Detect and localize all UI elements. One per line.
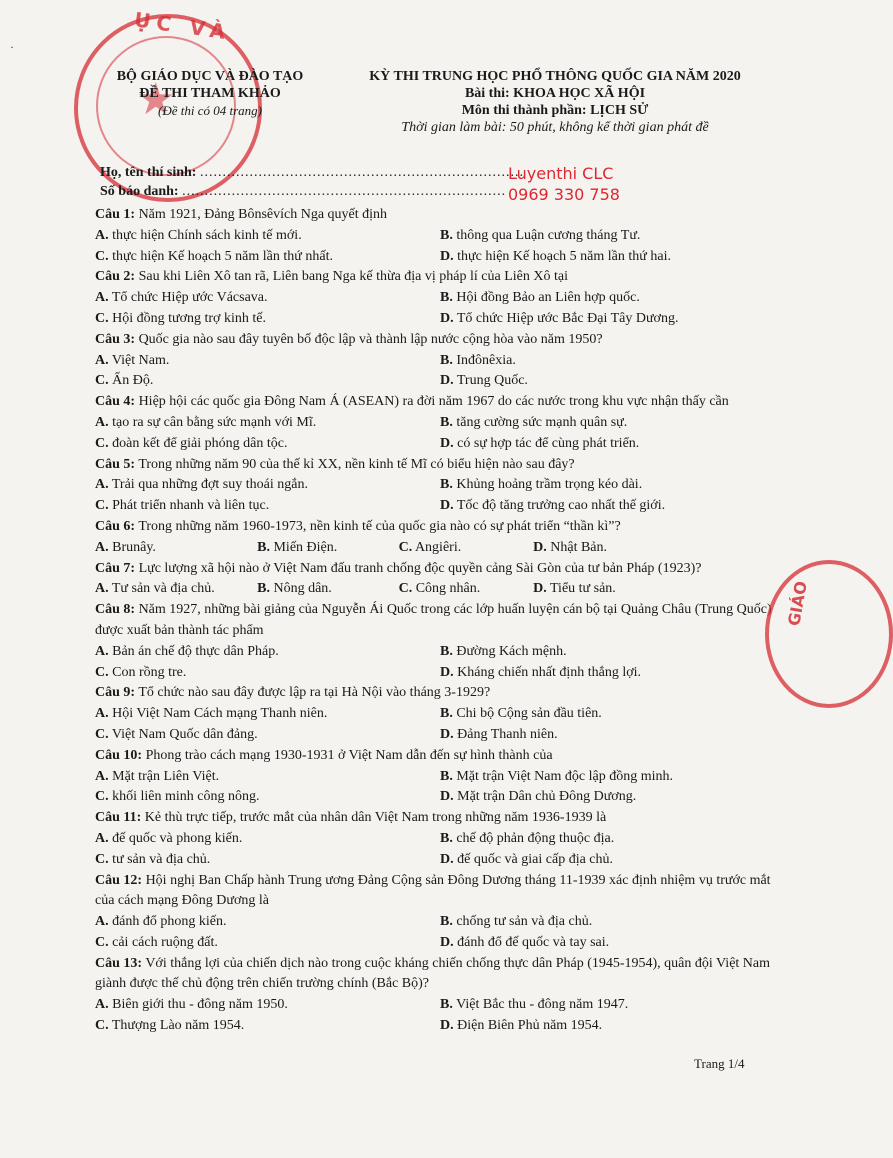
answer-options [95,579,785,600]
option-letter: B. [440,352,453,368]
scan-mark: · [10,40,14,54]
option-text: Việt Nam Quốc dân đảng. [111,726,258,742]
question-stem [95,267,785,288]
question-number: Câu 3: [95,331,136,347]
brand-watermark [508,163,620,205]
answer-option [95,787,440,808]
brand-phone: 0969 330 758 [508,185,620,204]
option-letter: B. [440,768,453,784]
option-letter: C. [95,851,109,867]
answer-option [95,704,440,725]
answer-option [440,434,785,455]
answer-option [95,912,440,933]
question-number: Câu 13: [95,955,143,971]
option-letter: B. [440,997,453,1013]
answer-option [440,787,785,808]
question-stem [95,392,785,413]
answer-option [95,351,440,372]
candidate-name-dots: ........................................................................ [199,165,524,180]
ministry-name: BỘ GIÁO DỤC VÀ ĐÀO TẠO [116,69,304,84]
option-letter: B. [440,477,453,493]
option-text: có sự hợp tác để cùng phát triển. [457,435,640,451]
option-text: Việt Nam. [111,352,170,368]
option-letter: C. [398,539,413,555]
answer-option [95,226,440,247]
answer-option [95,725,440,746]
question-number: Câu 4: [95,394,136,410]
question-stem [95,808,785,829]
question-text: Hội nghị Ban Chấp hành Trung ương Đảng Cộng sản Đông Dương tháng 11-1939 xác định nhiệm vụ trước mắt của cách mạng Đông Dương là [95,872,771,909]
question-stem [95,954,785,996]
option-text: thực hiện Chính sách kinh tế mới. [112,227,302,243]
option-letter: A. [95,643,109,659]
question-text: Năm 1927, những bài giảng của Nguyễn Ái Quốc trong các lớp huấn luyện cán bộ tại Quảng Châu (Trung Quốc) được xuất bản thành tác phẩm [95,602,772,638]
option-letter: D. [440,435,454,451]
question-number: Câu 11: [95,810,142,826]
option-text: Bản án chế độ thực dân Pháp. [112,643,279,659]
question-number: Câu 9: [95,685,136,701]
option-text: khối liên minh công nông. [112,789,260,805]
answer-option [95,247,440,268]
option-text: Tổ chức Hiệp ước Bắc Đại Tây Dương. [456,310,679,326]
question-stem [95,683,785,704]
candidate-id-label: Số báo danh: [100,184,179,199]
option-letter: C. [95,789,109,805]
option-text: Tổ chức Hiệp ước Vácsava. [111,290,268,306]
option-text: Mặt trận Việt Nam độc lập đồng minh. [456,768,673,784]
answer-option [257,538,398,559]
option-letter: D. [440,498,454,514]
option-text: thực hiện Kế hoạch 5 năm lần thứ hai. [457,248,671,264]
question-stem [95,600,785,642]
option-text: Biên giới thu - đông năm 1950. [112,997,288,1013]
answer-options [95,829,785,871]
answer-option [440,912,785,933]
question-text: Với thắng lợi của chiến dịch nào trong cuộc kháng chiến chống thực dân Pháp (1945-1954), quân đội Việt Nam giành được thế chủ động trên chiến trường chính (Bắc Bộ)? [95,955,771,992]
time-note: Thời gian làm bài: 50 phút, không kể thời gian phát đề [401,120,709,135]
answer-options [95,912,785,954]
question-text: Năm 1921, Đảng Bônsêvích Nga quyết định [138,207,388,222]
question-number: Câu 2: [95,269,136,285]
option-letter: C. [95,664,109,680]
answer-option [95,829,440,850]
seal-text: ỤC VÀ [132,7,233,45]
edge-seal-text: GIÁO [784,579,811,628]
question-stem [95,871,785,913]
question-block [95,808,785,870]
question-block [95,205,785,267]
option-letter: B. [440,414,453,430]
answer-option [440,704,785,725]
option-text: Tư sản và địa chủ. [111,581,215,597]
question-text: Trong những năm 1960-1973, nền kinh tế của quốc gia nào có sự phát triển “thần kì”? [138,518,621,534]
option-text: Brunây. [112,539,156,555]
candidate-id-line [100,182,524,201]
question-text: Phong trào cách mạng 1930-1931 ở Việt Nam dẫn đến sự hình thành của [145,747,553,763]
option-text: đế quốc và giai cấp địa chủ. [457,851,614,867]
answer-option [440,725,785,746]
answer-option [440,413,785,434]
option-text: đoàn kết để giải phóng dân tộc. [112,435,288,451]
candidate-name-label: Họ, tên thí sinh: [100,165,197,180]
answer-option [95,1016,440,1037]
answer-option [95,538,257,559]
option-text: Con rồng tre. [112,664,187,680]
answer-option [399,538,534,559]
brand-name: Luyenthi CLC [508,164,614,183]
question-text: Tổ chức nào sau đây được lập ra tại Hà Nội vào tháng 3-1929? [138,685,491,701]
answer-option [95,642,440,663]
option-text: tạo ra sự cân bằng sức mạnh với Mĩ. [112,414,317,430]
option-letter: B. [440,706,453,722]
answer-options [95,538,785,559]
option-letter: B. [440,290,453,306]
candidate-info [100,163,524,201]
answer-option [95,850,440,871]
question-block [95,517,785,559]
question-block [95,954,785,1037]
option-letter: C. [95,435,109,451]
answer-options [95,767,785,809]
answer-option [440,475,785,496]
question-block [95,871,785,954]
option-letter: D. [533,581,547,597]
option-letter: D. [440,310,454,326]
option-letter: D. [440,373,454,389]
option-text: Mặt trận Dân chủ Đông Dương. [457,789,637,805]
question-stem [95,517,785,538]
option-text: Tốc độ tăng trưởng cao nhất thế giới. [456,498,666,514]
answer-option [440,288,785,309]
answer-option [440,850,785,871]
question-stem [95,746,785,767]
answer-option [440,767,785,788]
answer-option [399,579,534,600]
option-letter: D. [440,789,454,805]
answer-option [440,226,785,247]
exam-type: ĐỀ THI THAM KHẢO [139,86,281,101]
option-text: thông qua Luận cương tháng Tư. [456,227,641,243]
option-letter: B. [440,643,453,659]
option-text: Hội đồng Bảo an Liên hợp quốc. [456,290,640,306]
question-block [95,559,785,601]
option-letter: C. [95,248,109,264]
option-letter: A. [95,706,109,722]
question-text: Trong những năm 90 của thế kỉ XX, nền kinh tế Mĩ có biểu hiện nào sau đây? [138,456,575,472]
option-letter: B. [440,914,453,930]
option-letter: D. [440,1018,454,1034]
option-text: Đảng Thanh niên. [457,726,558,742]
component-title: Môn thi thành phần: LỊCH SỬ [461,103,649,118]
option-letter: C. [95,1018,109,1034]
answer-option [533,579,706,600]
option-letter: C. [95,310,109,326]
answer-option [440,247,785,268]
header-left [100,68,320,119]
option-letter: C. [398,581,413,597]
question-text: Lực lượng xã hội nào ở Việt Nam đấu tranh chống độc quyền cảng Sài Gòn của tư bản Pháp (1923)? [138,560,702,576]
option-letter: D. [440,726,454,742]
option-text: Trung Quốc. [456,373,528,389]
option-letter: A. [95,997,109,1013]
question-text: Quốc gia nào sau đây tuyên bố độc lập và thành lập nước cộng hòa vào năm 1950? [138,331,603,347]
option-letter: A. [95,914,109,930]
option-text: Inđônêxia. [456,352,516,368]
answer-option [95,663,440,684]
question-number: Câu 10: [95,747,143,763]
question-text: Kẻ thù trực tiếp, trước mắt của nhân dân Việt Nam trong những năm 1936-1939 là [144,810,607,826]
option-letter: B. [440,227,453,243]
question-number: Câu 12: [95,872,143,888]
option-text: Ấn Độ. [112,373,154,389]
question-text: Sau khi Liên Xô tan rã, Liên bang Nga kế thừa địa vị pháp lí của Liên Xô tại [138,269,568,285]
question-number: Câu 8: [95,602,136,618]
option-text: Kháng chiến nhất định thắng lợi. [457,664,642,680]
question-number: Câu 6: [95,518,136,534]
option-text: Nhật Bản. [550,539,608,555]
question-list [95,205,785,1037]
option-text: Miến Điện. [273,539,338,555]
option-text: đế quốc và phong kiến. [112,830,243,846]
answer-option [95,933,440,954]
answer-option [440,371,785,392]
question-stem [95,455,785,476]
answer-options [95,226,785,268]
question-stem [95,205,785,226]
option-text: Công nhân. [415,581,481,597]
answer-option [440,829,785,850]
option-letter: D. [440,851,454,867]
question-block [95,267,785,329]
question-block [95,746,785,808]
answer-option [95,413,440,434]
option-letter: D. [440,934,454,950]
question-block [95,600,785,683]
option-text: thực hiện Kế hoạch 5 năm lần thứ nhất. [112,248,333,264]
option-letter: B. [257,581,270,597]
option-letter: A. [95,539,109,555]
answer-option [440,995,785,1016]
option-text: chế độ phản động thuộc địa. [456,830,615,846]
answer-option [440,496,785,517]
seal-star-icon: ★ [136,75,176,124]
option-text: Thượng Lào năm 1954. [111,1018,245,1034]
answer-options [95,351,785,393]
option-letter: D. [440,664,454,680]
header-right [340,68,770,136]
option-text: Trải qua những đợt suy thoái ngắn. [111,477,308,493]
answer-option [257,579,398,600]
option-text: Chi bộ Cộng sản đầu tiên. [456,706,602,722]
answer-option [440,1016,785,1037]
option-letter: C. [95,934,109,950]
question-text: Hiệp hội các quốc gia Đông Nam Á (ASEAN) ra đời năm 1967 do các nước trong khu vực nhận thấy cần [138,394,729,410]
answer-options [95,704,785,746]
option-letter: A. [95,830,109,846]
option-letter: D. [440,248,454,264]
option-letter: C. [95,373,109,389]
answer-option [95,309,440,330]
answer-option [95,995,440,1016]
answer-options [95,475,785,517]
option-letter: B. [440,830,453,846]
candidate-name-line [100,163,524,182]
option-text: tăng cường sức mạnh quân sự. [456,414,628,430]
answer-option [440,642,785,663]
option-letter: B. [257,539,270,555]
answer-option [95,767,440,788]
answer-option [95,579,257,600]
option-letter: A. [95,768,109,784]
option-text: Phát triển nhanh và liên tục. [112,498,270,514]
answer-option [440,933,785,954]
question-number: Câu 7: [95,560,136,576]
option-letter: C. [95,726,109,742]
question-block [95,330,785,392]
question-block [95,455,785,517]
option-letter: A. [95,477,109,493]
question-block [95,392,785,454]
option-text: tư sản và địa chủ. [112,851,211,867]
answer-option [95,496,440,517]
option-letter: A. [95,352,109,368]
answer-options [95,642,785,684]
candidate-id-dots: ........................................................................ [182,184,507,199]
answer-option [440,351,785,372]
page-number: Trang 1/4 [694,1056,745,1071]
option-letter: C. [95,498,109,514]
question-block [95,683,785,745]
option-text: Angiêri. [414,539,462,555]
option-text: Việt Bắc thu - đông năm 1947. [456,997,629,1013]
option-text: Mặt trận Liên Việt. [112,768,220,784]
question-number: Câu 5: [95,456,136,472]
option-text: Điện Biên Phủ năm 1954. [457,1018,603,1034]
answer-options [95,995,785,1037]
option-text: Hội đồng tương trợ kinh tế. [112,310,266,326]
option-text: Khủng hoảng trầm trọng kéo dài. [456,477,643,493]
answer-option [95,288,440,309]
option-letter: A. [95,414,109,430]
option-letter: A. [95,290,109,306]
option-text: Nông dân. [273,581,332,597]
answer-options [95,413,785,455]
answer-option [95,434,440,455]
answer-option [440,309,785,330]
option-text: đánh đổ phong kiến. [112,914,227,930]
option-text: Hội Việt Nam Cách mạng Thanh niên. [112,706,328,722]
option-letter: A. [95,227,109,243]
option-text: Đường Kách mệnh. [456,643,567,659]
question-stem [95,559,785,580]
option-text: Tiểu tư sản. [550,581,616,597]
exam-title: KỲ THI TRUNG HỌC PHỔ THÔNG QUỐC GIA NĂM 2020 [369,69,741,84]
option-text: đánh đổ đế quốc và tay sai. [457,934,610,950]
option-letter: A. [95,581,109,597]
answer-option [95,371,440,392]
option-letter: D. [533,539,547,555]
answer-options [95,288,785,330]
answer-option [95,475,440,496]
subject-title: Bài thi: KHOA HỌC XÃ HỘI [464,86,646,101]
option-text: cải cách ruộng đất. [112,934,218,950]
question-stem [95,330,785,351]
question-number: Câu 1: [95,207,136,222]
option-text: chống tư sản và địa chủ. [456,914,593,930]
answer-option [533,538,706,559]
page-count-note: (Đề thi có 04 trang) [158,103,262,118]
answer-option [440,663,785,684]
